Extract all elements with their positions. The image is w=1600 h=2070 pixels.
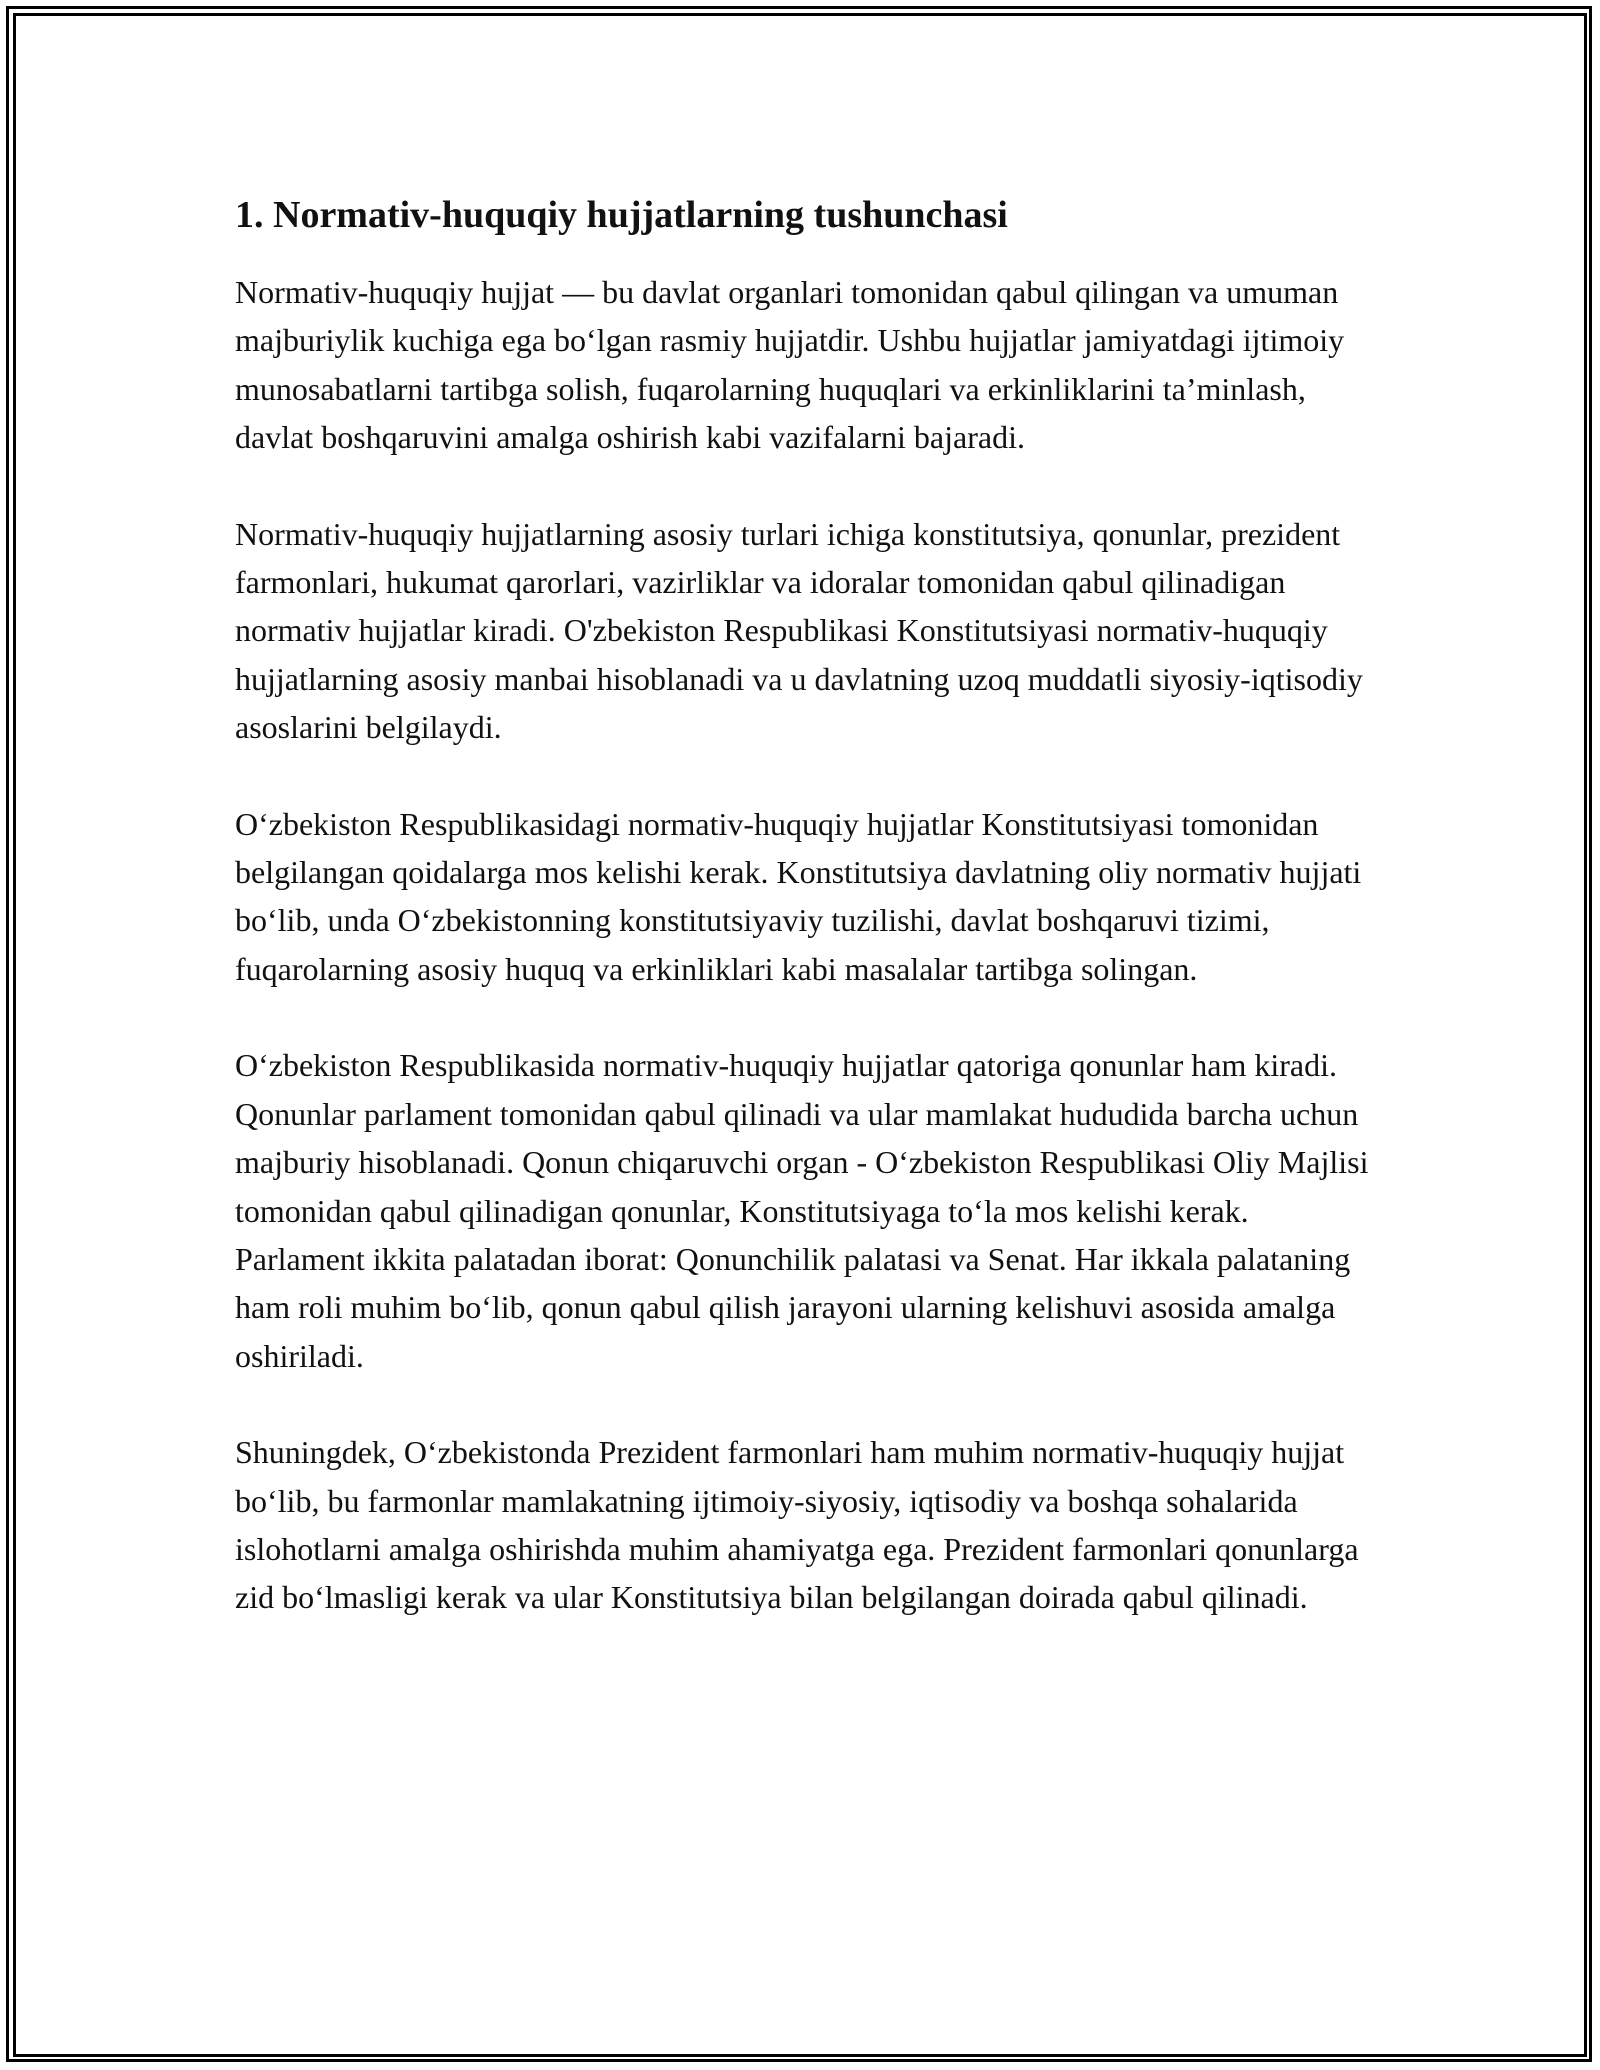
paragraph-1: Normativ-huquqiy hujjat — bu davlat organlari tomonidan qabul qilingan va umuman majburiylik kuchiga ega bo‘lgan rasmiy hujjatdir. Ushbu hujjatlar jamiyatdagi ijtimoiy munosabatlarni tartibga solish, fuqarolarning huquqlari va erkinliklarini ta’minlash, davlat boshqaruvini amalga oshirish kabi vazifalarni bajaradi.	[235, 274, 1345, 456]
paragraph-4: O‘zbekiston Respublikasida normativ-huquqiy hujjatlar qatoriga qonunlar ham kiradi. Qonunlar parlament tomonidan qabul qilinadi va ular mamlakat hududida barcha uchun majburiy hisoblanadi. Qonun chiqaruvchi organ - O‘zbekiston Respublikasi Oliy Majlisi tomonidan qabul qilinadigan qonunlar, Konstitutsiyaga to‘la mos kelishi kerak. Parlament ikkita palatadan iborat: Qonunchilik palatasi va Senat. Har ikkala palataning ham roli muhim bo‘lib, qonun qabul qilish jarayoni ularning kelishuvi asosida amalga oshiriladi.	[235, 1047, 1369, 1374]
section-heading: 1. Normativ-huquqiy hujjatlarning tushunchasi	[235, 194, 1008, 236]
paragraph-3: O‘zbekiston Respublikasidagi normativ-huquqiy hujjatlar Konstitutsiyasi tomonidan belgilangan qoidalarga mos kelishi kerak. Konstitutsiya davlatning oliy normativ hujjati bo‘lib, unda O‘zbekistonning konstitutsiyaviy tuzilishi, davlat boshqaruvi tizimi, fuqarolarning asosiy huquq va erkinliklari kabi masalalar tartibga solingan.	[235, 805, 1362, 987]
document-body	[235, 188, 1375, 1670]
paragraph-2: Normativ-huquqiy hujjatlarning asosiy turlari ichiga konstitutsiya, qonunlar, prezident farmonlari, hukumat qarorlari, vazirliklar va idoralar tomonidan qabul qilinadigan normativ hujjatlar kiradi. O'zbekiston Respublikasi Konstitutsiyasi normativ-huquqiy hujjatlarning asosiy manbai hisoblanadi va u davlatning uzoq muddatli siyosiy-iqtisodiy asoslarini belgilaydi.	[235, 515, 1363, 746]
paragraph-5: Shuningdek, O‘zbekistonda Prezident farmonlari ham muhim normativ-huquqiy hujjat bo‘lib, bu farmonlar mamlakatning ijtimoiy-siyosiy, iqtisodiy va boshqa sohalarida islohotlarni amalga oshirishda muhim ahamiyatga ega. Prezident farmonlari qonunlarga zid bo‘lmasligi kerak va ular Konstitutsiya bilan belgilangan doirada qabul qilinadi.	[235, 1434, 1359, 1616]
